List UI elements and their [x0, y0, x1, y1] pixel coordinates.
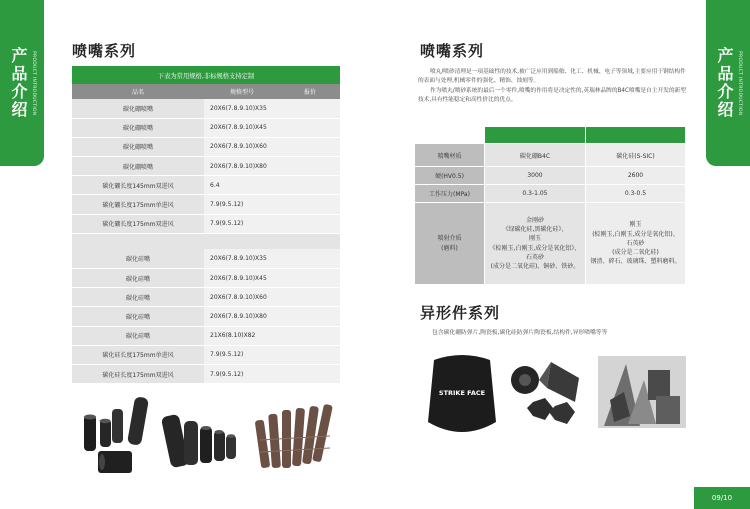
price-cell	[280, 176, 340, 195]
price-cell	[280, 269, 340, 288]
table-row	[72, 176, 340, 195]
nozzle-spec-table	[72, 66, 340, 384]
price-cell	[280, 99, 340, 118]
table-row	[72, 137, 340, 156]
spec-cell: 7.9(9.5.12)	[204, 345, 280, 364]
spec-cell: 21X6(8.10)X82	[204, 326, 280, 345]
intro-text	[418, 68, 690, 106]
column-header-spec: 规格型号	[204, 84, 280, 99]
long-venturi-nozzles-photo	[252, 400, 348, 472]
left-page-title: 喷嘴系列	[72, 42, 137, 60]
price-cell	[280, 364, 340, 383]
product-name-cell: 碳化硼长度145mm双进风	[72, 176, 204, 195]
intro-paragraph: 喷丸/喷砂清理是一项基础性的技术,被广泛应用到船舶、化工、机械、电子等领域,主要应用于钢结构件的表面与处理,机械零件的强化、精饰、蚀刻等。	[418, 69, 686, 85]
table-row	[72, 99, 340, 118]
price-cell	[280, 326, 340, 345]
price-cell	[280, 288, 340, 307]
table-row	[72, 214, 340, 233]
compare-value-sic: 刚玉 (棕刚玉,白刚玉,成分是氧化铝)、 石英砂 (成分是二氧化硅) 钢渣、碎石、玻璃珠、塑料磨料。	[585, 203, 685, 285]
ceramic-parts-photo	[505, 358, 593, 428]
price-cell	[280, 249, 340, 268]
special-parts-title: 异形件系列	[420, 304, 501, 322]
compare-label: 硬(HV0.5)	[415, 167, 485, 185]
compare-value-b4c: 0.3-1.05	[485, 185, 586, 203]
product-name-cell: 碳化硼喷嘴	[72, 157, 204, 176]
table-row	[72, 157, 340, 176]
side-tab-subtitle: PRODUCT INTRODUCTION	[31, 50, 36, 116]
material-compare-table	[414, 126, 686, 285]
side-tab-left	[0, 0, 44, 166]
product-name-cell: 碳化硼喷嘴	[72, 118, 204, 137]
side-tab-right	[706, 0, 750, 166]
price-cell	[280, 214, 340, 233]
plate-label: STRIKE FACE	[438, 389, 486, 397]
compare-value-sic: 2600	[585, 167, 685, 185]
price-cell	[280, 307, 340, 326]
intro-paragraph: 作为喷丸/喷砂系统的最后一个零件,喷嘴的作用将是决定性的,英瑞林品牌的B4C喷嘴是自主开发的新型技术,具有性能稳定和高性价比的优点。	[418, 87, 686, 104]
spec-cell: 20X6(7.8.9.10)X60	[204, 137, 280, 156]
table-row	[72, 345, 340, 364]
product-name-cell: 碳化硅嘴	[72, 249, 204, 268]
side-tab-subtitle: PRODUCT INTRODUCTION	[737, 50, 742, 116]
spec-cell: 20X6(7.8.9.10)X35	[204, 99, 280, 118]
table-row	[72, 307, 340, 326]
spec-cell: 20X6(7.8.9.10)X60	[204, 288, 280, 307]
price-cell	[280, 157, 340, 176]
compare-label: 喷嘴材质	[415, 144, 485, 167]
silicon-carbide-nozzles-photo	[162, 405, 242, 475]
product-name-cell: 碳化硅嘴	[72, 288, 204, 307]
compare-value-sic: 0.3-0.5	[585, 185, 685, 203]
price-cell	[280, 345, 340, 364]
compare-value-sic: 碳化硅(S-SIC)	[585, 144, 685, 167]
compare-value-b4c: 碳化硼B4C	[485, 144, 586, 167]
table-row	[72, 118, 340, 137]
table-row	[72, 288, 340, 307]
table-row	[72, 269, 340, 288]
special-parts-note: 包含碳化硼防弹片,陶瓷板,碳化硅防弹片陶瓷板,结构件,异形喷嘴等等	[432, 330, 608, 336]
spec-cell: 7.9(9.5.12)	[204, 364, 280, 383]
spec-cell: 7.9(9.5.12)	[204, 214, 280, 233]
table-row	[72, 326, 340, 345]
spec-cell: 6.4	[204, 176, 280, 195]
product-name-cell: 碳化硅嘴	[72, 269, 204, 288]
product-name-cell: 碳化硅嘴	[72, 326, 204, 345]
compare-value-b4c: 3000	[485, 167, 586, 185]
price-cell	[280, 118, 340, 137]
product-name-cell: 碳化硅长度175mm双进风	[72, 364, 204, 383]
table-row	[72, 249, 340, 268]
product-name-cell: 碳化硼喷嘴	[72, 137, 204, 156]
compare-label: 喷射介质 (磨料)	[415, 203, 485, 285]
table-row	[72, 195, 340, 214]
spec-cell: 20X6(7.8.9.10)X80	[204, 307, 280, 326]
side-tab-title: 产品介绍	[715, 47, 734, 119]
table-banner: 下表为常用规格,非标规格支持定制	[72, 66, 340, 84]
right-page-title: 喷嘴系列	[420, 42, 485, 60]
boron-carbide-nozzles-photo	[76, 395, 160, 477]
price-cell	[280, 137, 340, 156]
compare-label: 工作压力(MPa)	[415, 185, 485, 203]
product-name-cell: 碳化硼长度175mm双进风	[72, 214, 204, 233]
product-name-cell: 碳化硅嘴	[72, 307, 204, 326]
compare-value-b4c: 金刚砂 《绿碳化硅,黑碳化硅》、 刚玉 《棕刚玉,白刚玉,成分是氧化铝》、 石英砂 (成分是二氧化硅)、铜砂、铁砂。	[485, 203, 586, 285]
product-name-cell: 碳化硅长度175mm单进风	[72, 345, 204, 364]
table-row	[72, 364, 340, 383]
page-number: 09/10	[694, 487, 750, 509]
price-cell	[280, 195, 340, 214]
spec-cell: 20X6(7.8.9.10)X35	[204, 249, 280, 268]
table-separator	[72, 233, 340, 249]
spec-cell: 20X6(7.8.9.10)X80	[204, 157, 280, 176]
spec-cell: 20X6(7.8.9.10)X45	[204, 118, 280, 137]
side-tab-title: 产品介绍	[9, 47, 28, 119]
product-name-cell: 碳化硼长度175mm单进风	[72, 195, 204, 214]
column-header-name: 品名	[72, 84, 204, 99]
armor-plate-photo	[424, 352, 500, 438]
spec-cell: 7.9(9.5.12)	[204, 195, 280, 214]
product-name-cell: 碳化硼喷嘴	[72, 99, 204, 118]
column-header-price: 报价	[280, 84, 340, 99]
structural-parts-photo	[598, 356, 686, 428]
spec-cell: 20X6(7.8.9.10)X45	[204, 269, 280, 288]
